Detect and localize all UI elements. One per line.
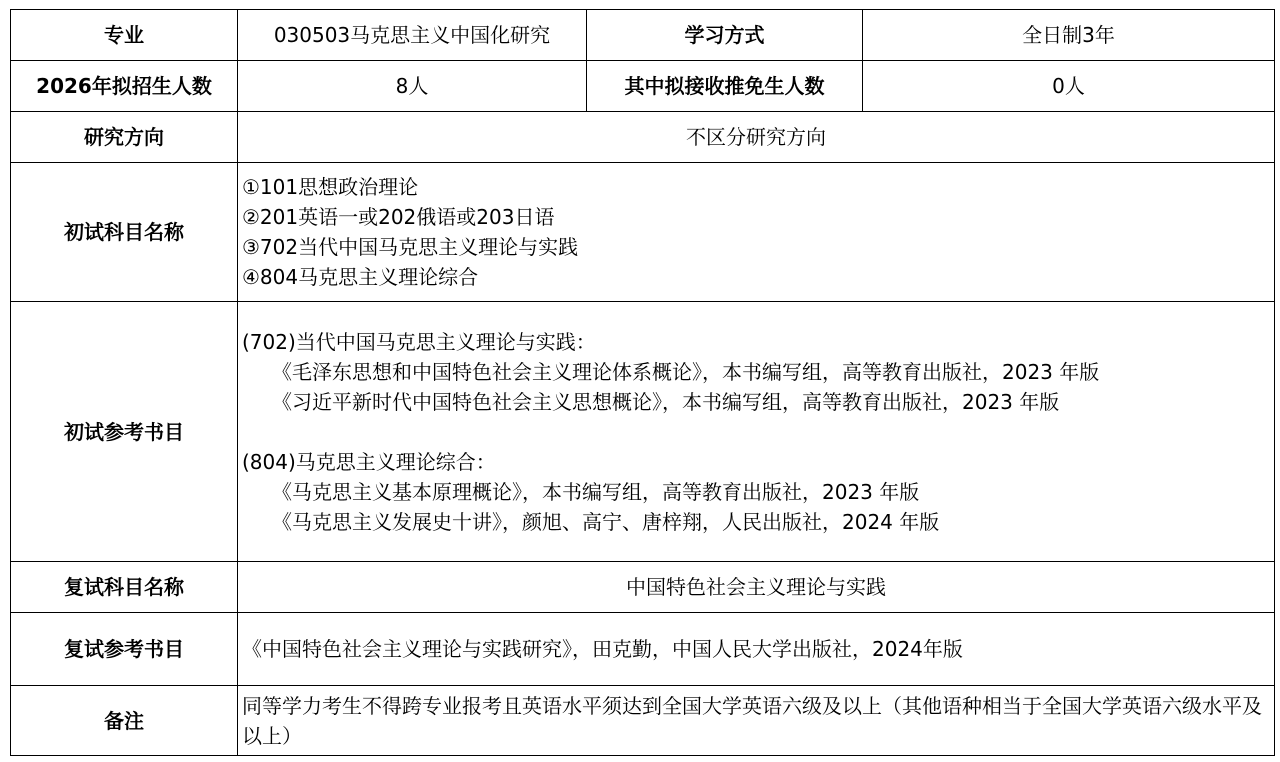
book-group-title: (702)当代中国马克思主义理论与实践： bbox=[242, 329, 596, 354]
row-retest-subject bbox=[11, 562, 1275, 613]
row-retest-books bbox=[11, 613, 1275, 686]
book-item: 《习近平新时代中国特色社会主义思想概论》，本书编写组，高等教育出版社，2023 年版 bbox=[272, 389, 1060, 414]
row-subjects bbox=[11, 163, 1275, 302]
row-books bbox=[11, 302, 1275, 562]
subject-item: ①101思想政治理论 bbox=[242, 175, 419, 199]
study-mode-label: 学习方式 bbox=[587, 10, 863, 61]
row-notes bbox=[11, 686, 1275, 756]
subject-item: ③702当代中国马克思主义理论与实践 bbox=[242, 235, 579, 259]
blank-line bbox=[242, 417, 1270, 447]
book-item: 《马克思主义发展史十讲》，颜旭、高宁、唐梓翔，人民出版社，2024 年版 bbox=[272, 509, 940, 534]
row-major bbox=[11, 10, 1275, 61]
exempt-label: 其中拟接收推免生人数 bbox=[587, 61, 863, 112]
admission-info-table bbox=[10, 9, 1275, 756]
subjects-label: 初试科目名称 bbox=[11, 163, 238, 302]
direction-label: 研究方向 bbox=[11, 112, 238, 163]
enroll-label: 2026年拟招生人数 bbox=[11, 61, 238, 112]
notes-label: 备注 bbox=[11, 686, 238, 756]
subject-item: ②201英语一或202俄语或203日语 bbox=[242, 205, 555, 229]
retest-books-label: 复试参考书目 bbox=[11, 613, 238, 686]
subject-item: ④804马克思主义理论综合 bbox=[242, 265, 479, 289]
subjects-list bbox=[238, 163, 1275, 302]
retest-subject-value: 中国特色社会主义理论与实践 bbox=[238, 562, 1275, 613]
row-enroll bbox=[11, 61, 1275, 112]
books-list bbox=[238, 302, 1275, 562]
enroll-value: 8人 bbox=[238, 61, 587, 112]
exempt-value: 0人 bbox=[863, 61, 1275, 112]
study-mode-value: 全日制3年 bbox=[863, 10, 1275, 61]
row-direction bbox=[11, 112, 1275, 163]
notes-value: 同等学力考生不得跨专业报考且英语水平须达到全国大学英语六级及以上（其他语种相当于全国大学英语六级水平及以上） bbox=[238, 686, 1275, 756]
retest-books-value: 《中国特色社会主义理论与实践研究》，田克勤，中国人民大学出版社，2024年版 bbox=[238, 613, 1275, 686]
books-label: 初试参考书目 bbox=[11, 302, 238, 562]
book-item: 《毛泽东思想和中国特色社会主义理论体系概论》，本书编写组，高等教育出版社，2023 年版 bbox=[272, 359, 1100, 384]
major-value: 030503马克思主义中国化研究 bbox=[238, 10, 587, 61]
direction-value: 不区分研究方向 bbox=[238, 112, 1275, 163]
retest-subject-label: 复试科目名称 bbox=[11, 562, 238, 613]
major-label: 专业 bbox=[11, 10, 238, 61]
book-group-title: (804)马克思主义理论综合： bbox=[242, 449, 496, 474]
book-item: 《马克思主义基本原理概论》，本书编写组，高等教育出版社，2023 年版 bbox=[272, 479, 920, 504]
